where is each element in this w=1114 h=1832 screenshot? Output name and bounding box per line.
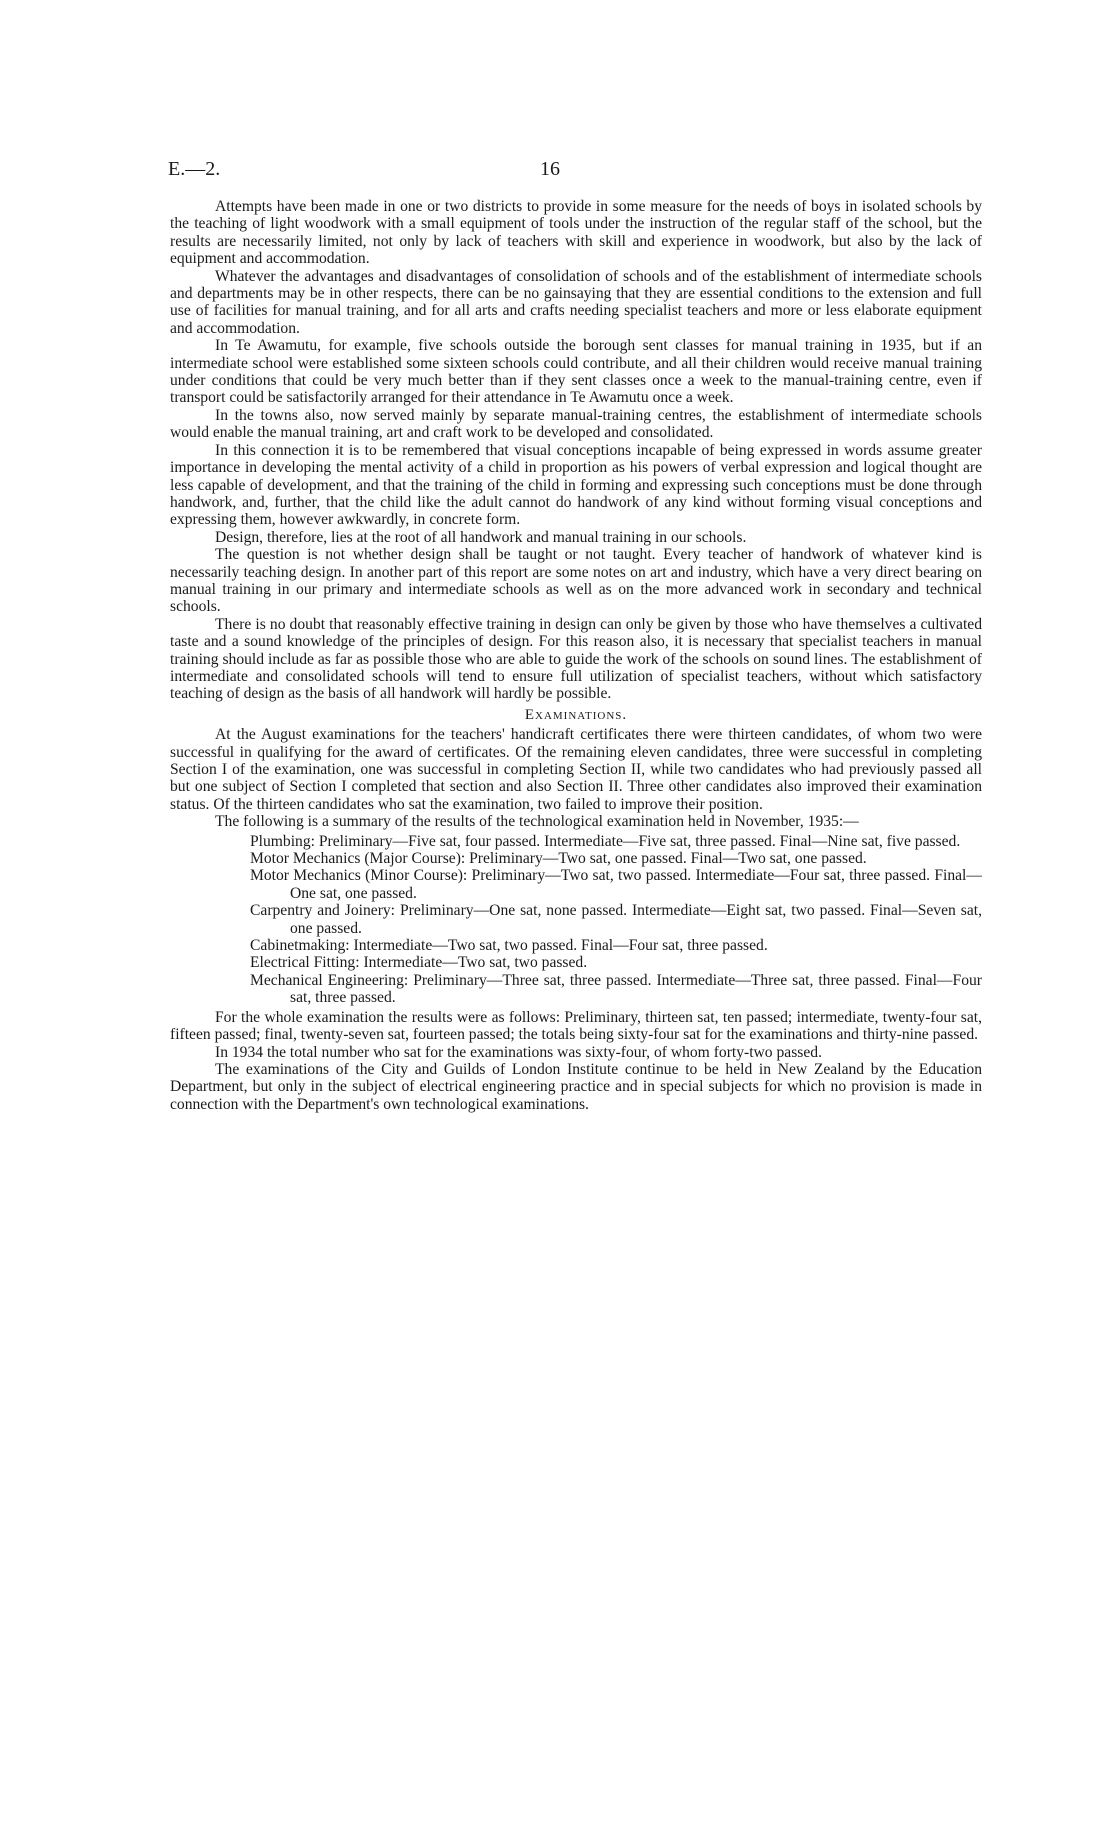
paragraph: In this connection it is to be remembered that visual conceptions incapable of being expressed in words assume greater importance in developing the mental activity of a child in proportion as his powers of verbal expression and logical thought are less capable of development, and that the training of the child in forming and expressing such conceptions must be done through handwork, and, further, that the child like the adult cannot do handwork of any kind without forming visual conceptions and expressing them, however awkwardly, in concrete form. (170, 441, 982, 529)
paragraph: The question is not whether design shall be taught or not taught. Every teacher of handwork of whatever kind is necessarily teaching design. In another part of this report are some notes on art and industry, which have a very direct bearing on manual training in our primary and intermediate schools as well as on the more advanced work in secondary and technical schools. (170, 546, 982, 616)
paragraph: For the whole examination the results were as follows: Preliminary, thirteen sat, ten passed; intermediate, twenty-four sat, fifteen passed; final, twenty-seven sat, fourteen passed; the totals being sixty-four sat for the examinations and thirty-nine passed. (170, 1008, 982, 1044)
body-text (170, 198, 982, 1113)
summary-item: Motor Mechanics (Minor Course): Preliminary—Two sat, two passed. Intermediate—Four sat, three passed. Final—One sat, one passed. (250, 867, 982, 902)
document-reference: E.—2. (168, 158, 221, 180)
page-header (168, 158, 984, 182)
paragraph: In 1934 the total number who sat for the examinations was sixty-four, of whom forty-two passed. (215, 1043, 822, 1061)
paragraph: In the towns also, now served mainly by separate manual-training centres, the establishment of intermediate schools would enable the manual training, art and craft work to be developed and consolidated. (170, 406, 982, 442)
paragraph: Attempts have been made in one or two districts to provide in some measure for the needs of boys in isolated schools by the teaching of light woodwork with a small equipment of tools under the instruction of the regular staff of the school, but the results are necessarily limited, not only by lack of teachers with skill and experience in woodwork, but also by the lack of equipment and accommodation. (170, 198, 982, 268)
paragraph: Design, therefore, lies at the root of all handwork and manual training in our schools. (215, 528, 747, 546)
paragraph: The examinations of the City and Guilds of London Institute continue to be held in New Zealand by the Education Department, but only in the subject of electrical engineering practice and in special subjects for which no provision is made in connection with the Department's own technological examinations. (170, 1060, 982, 1113)
summary-item: Cabinetmaking: Intermediate—Two sat, two passed. Final—Four sat, three passed. (250, 937, 768, 955)
summary-item: Carpentry and Joinery: Preliminary—One sat, none passed. Intermediate—Eight sat, two passed. Final—Seven sat, one passed. (250, 902, 982, 937)
paragraph: In Te Awamutu, for example, five schools outside the borough sent classes for manual training in 1935, but if an intermediate school were established some sixteen schools could contribute, and all their children would receive manual training under conditions that could be very much better than if they sent classes once a week to the manual-training centre, even if transport could be satisfactorily arranged for their attendance in Te Awamutu once a week. (170, 337, 982, 407)
results-summary-list (250, 833, 982, 1007)
paragraph: At the August examinations for the teachers' handicraft certificates there were thirteen candidates, of whom two were successful in qualifying for the award of certificates. Of the remaining eleven candidates, three were successful in completing Section I of the examination, one was successful in completing Section II, while two candidates who had previously passed all but one subject of Section I completed that section and also Section II. Three other candidates also improved their examination status. Of the thirteen candidates who sat the examination, two failed to improve their position. (170, 726, 982, 813)
paragraph: Whatever the advantages and disadvantages of consolidation of schools and of the establishment of intermediate schools and departments may be in other respects, there can be no gainsaying that they are essential conditions to the extension and full use of facilities for manual training, and for all arts and crafts needing specialist teachers and more or less elaborate equipment and accommodation. (170, 267, 982, 337)
summary-item: Electrical Fitting: Intermediate—Two sat, two passed. (250, 954, 588, 972)
page-number: 16 (540, 158, 560, 180)
summary-item: Plumbing: Preliminary—Five sat, four passed. Intermediate—Five sat, three passed. Final—Nine sat, five passed. (250, 832, 961, 850)
section-heading: Examinations. (524, 706, 628, 723)
paragraph: The following is a summary of the results of the technological examination held in November, 1935:— (215, 813, 859, 831)
summary-item: Motor Mechanics (Major Course): Preliminary—Two sat, one passed. Final—Two sat, one passed. (250, 850, 867, 868)
summary-item: Mechanical Engineering: Preliminary—Three sat, three passed. Intermediate—Three sat, three passed. Final—Four sat, three passed. (250, 971, 982, 1007)
paragraph: There is no doubt that reasonably effective training in design can only be given by those who have themselves a cultivated taste and a sound knowledge of the principles of design. For this reason also, it is necessary that specialist teachers in manual training should include as far as possible those who are able to guide the work of the schools on sound lines. The establishment of intermediate and consolidated schools will tend to ensure full utilization of specialist teachers, without which satisfactory teaching of design as the basis of all handwork will hardly be possible. (170, 615, 982, 703)
